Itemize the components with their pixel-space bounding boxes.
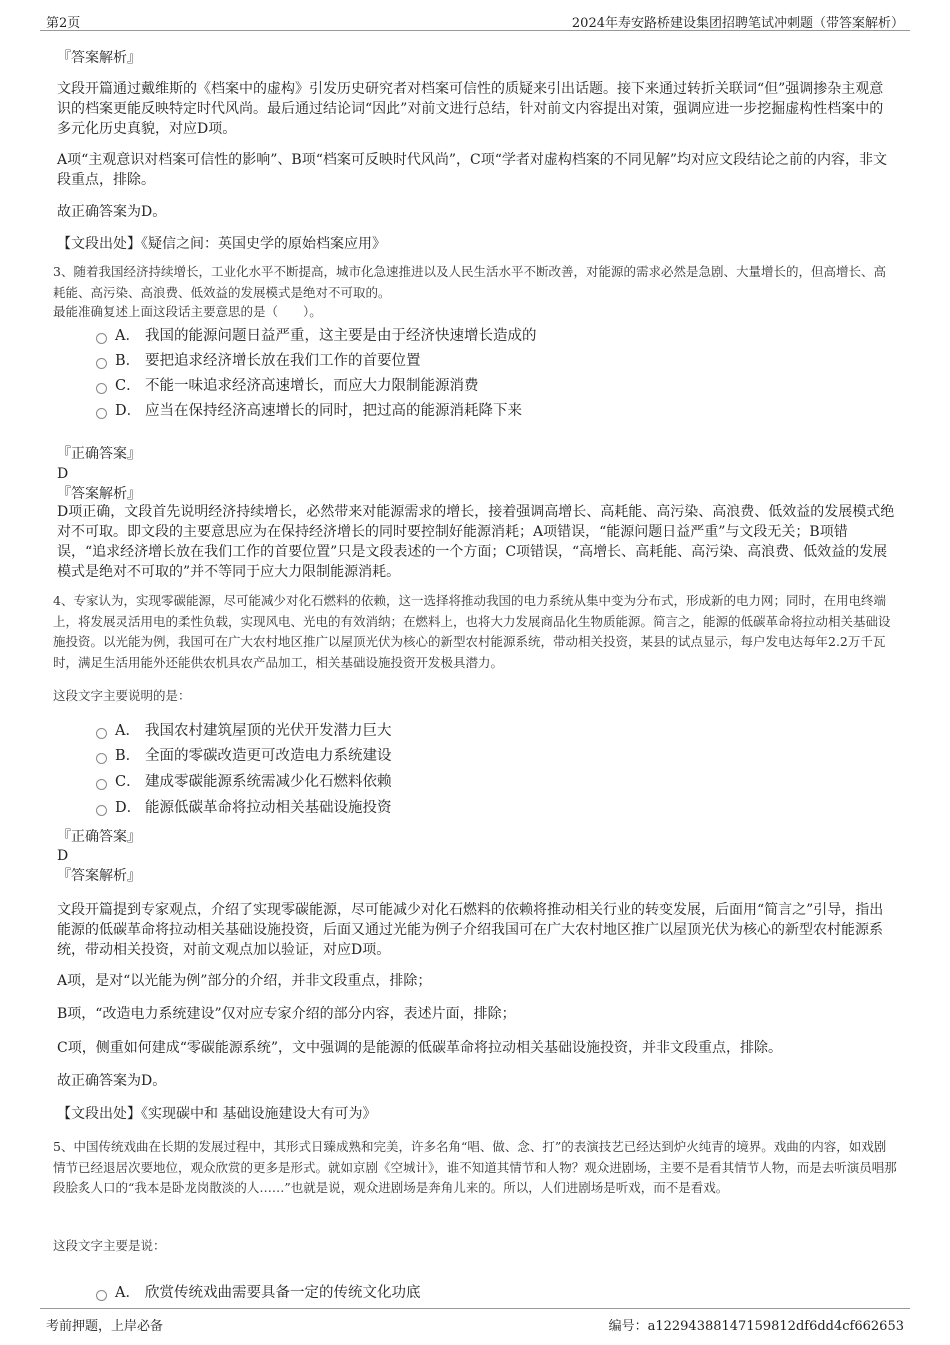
document-title: 2024年寿安路桥建设集团招聘笔试冲刺题（带答案解析） — [571, 16, 904, 31]
radio-icon[interactable] — [96, 333, 107, 344]
analysis-paragraph: A项，是对“以光能为例”部分的介绍，并非文段重点，排除； — [57, 973, 432, 989]
question-stem: 5、中国传统戏曲在长期的发展过程中，其形式日臻成熟和完美，许多名角“唱、做、念、打”的表演技艺已经达到炉火纯青的境界。戏曲的内容，如戏剧情节已经退居次要地位，观众欣赏的更多是形式。就如京剧《空城计》，谁不知道其情节和人物？观众进剧场，主要不是看其情节人物，而是去听演员唱那段脍炙人口的“我本是卧龙岗散淡的人……”也就是说，观众进剧场是奔角儿来的。所以，人们进剧场是听戏，而不是看戏。 — [53, 1139, 897, 1195]
analysis-paragraph: D项正确，文段首先说明经济持续增长，必然带来对能源需求的增长，接着强调高增长、高耗能、高污染、高浪费、低效益的发展模式绝对不可取。即文段的主要意思应为在保持经济增长的同时要控制好能源消耗；A项错误，“能源问题日益严重”与文段无关；B项错误，“追求经济增长放在我们工作的首要位置”只是文段表述的一个方面；C项错误，“高增长、高耗能、高污染、高浪费、低效益的发展模式是绝对不可取的”并不等同于应大力限制能源消耗。 — [57, 504, 895, 580]
analysis-heading: 『答案解析』 — [57, 868, 141, 884]
analysis-paragraph: B项，“改造电力系统建设”仅对应专家介绍的部分内容，表述片面，排除； — [57, 1006, 516, 1022]
page-footer — [40, 1308, 910, 1333]
source-line: 【文段出处】《实现碳中和 基础设施建设大有可为》 — [57, 1106, 377, 1122]
document-code: 编号：a12294388147159812df6dd4cf662653 — [608, 1319, 904, 1334]
correct-answer: D — [57, 466, 69, 482]
analysis-paragraph: 文段开篇通过戴维斯的《档案中的虚构》引发历史研究者对档案可信性的质疑来引出话题。接下来通过转折关联词“但”强调掺杂主观意识的档案更能反映特定时代风尚。最后通过结论词“因此”对前文进行总结，针对前文内容提出对策，强调应进一步挖掘虚构性档案中的多元化历史真貌，对应D项。 — [57, 81, 884, 137]
radio-icon[interactable] — [96, 358, 107, 369]
option-a[interactable]: A． 欣赏传统戏曲需要具备一定的传统文化功底 — [96, 1283, 421, 1303]
option-a[interactable]: A． 我国的能源问题日益严重，这主要是由于经济快速增长造成的 — [96, 326, 537, 346]
analysis-paragraph: C项，侧重如何建成“零碳能源系统”，文中强调的是能源的低碳革命将拉动相关基础设施投资，并非文段重点，排除。 — [57, 1040, 783, 1056]
analysis-paragraph: A项“主观意识对档案可信性的影响”、B项“档案可反映时代风尚”，C项“学者对虚构档案的不同见解”均对应文段结论之前的内容，非文段重点，排除。 — [57, 152, 888, 188]
analysis-paragraph: 文段开篇提到专家观点，介绍了实现零碳能源，尽可能减少对化石燃料的依赖将推动相关行业的转变发展，后面用“简言之”引导，指出能源的低碳革命将拉动相关基础设施投资，后面又通过光能为例子介绍我国可在广大农村地区推广以屋顶光伏为核心的新型农村能源系统，带动相关投资，对前文观点加以验证，对应D项。 — [57, 902, 884, 958]
radio-icon[interactable] — [96, 728, 107, 739]
question-stem: 3、随着我国经济持续增长，工业化水平不断提高，城市化急速推进以及人民生活水平不断改善，对能源的需求必然是急剧、大量增长的，但高增长、高耗能、高污染、高浪费、低效益的发展模式是绝对不可取的。 — [53, 264, 886, 300]
answer-line: 故正确答案为D。 — [57, 204, 167, 220]
option-c[interactable]: C． 不能一味追求经济高速增长，而应大力限制能源消费 — [96, 376, 479, 396]
question-stem: 4、专家认为，实现零碳能源，尽可能减少对化石燃料的依赖，这一选择将推动我国的电力系统从集中变为分布式，形成新的电力网；同时，在用电终端上，将发展灵活用电的柔性负载，实现风电、光电的有效消纳；在燃料上，也将大力发展商品化生物质能源。简言之，能源的低碳革命将拉动相关基础设施投资。以光能为例，我国可在广大农村地区推广以屋顶光伏为核心的新型农村能源系统，带动相关投资，某县的试点显示，每户发电达每年2.2万千瓦时，满足生活用能外还能供农机具农产品加工，相关基础设施投资开发极具潜力。 — [53, 593, 891, 670]
option-b[interactable]: B． 全面的零碳改造更可改造电力系统建设 — [96, 746, 392, 766]
radio-icon[interactable] — [96, 805, 107, 816]
option-c[interactable]: C． 建成零碳能源系统需减少化石燃料依赖 — [96, 772, 392, 792]
option-a[interactable]: A． 我国农村建筑屋顶的光伏开发潜力巨大 — [96, 721, 392, 741]
radio-icon[interactable] — [96, 779, 107, 790]
question-prompt: 这段文字主要说明的是： — [53, 688, 191, 703]
option-d[interactable]: D． 能源低碳革命将拉动相关基础设施投资 — [96, 798, 392, 818]
question-prompt: 最能准确复述上面这段话主要意思的是（ ）。 — [53, 304, 322, 319]
question-prompt: 这段文字主要是说： — [53, 1238, 166, 1253]
radio-icon[interactable] — [96, 1290, 107, 1301]
page-number: 第2页 — [46, 16, 81, 31]
correct-answer-heading: 『正确答案』 — [57, 446, 141, 462]
source-line: 【文段出处】《疑信之间：英国史学的原始档案应用》 — [57, 236, 386, 252]
option-d[interactable]: D． 应当在保持经济高速增长的同时，把过高的能源消耗降下来 — [96, 401, 522, 421]
analysis-heading: 『答案解析』 — [57, 50, 141, 66]
correct-answer: D — [57, 848, 69, 864]
radio-icon[interactable] — [96, 753, 107, 764]
correct-answer-heading: 『正确答案』 — [57, 829, 141, 845]
radio-icon[interactable] — [96, 408, 107, 419]
analysis-heading: 『答案解析』 — [57, 486, 141, 502]
radio-icon[interactable] — [96, 383, 107, 394]
answer-line: 故正确答案为D。 — [57, 1073, 167, 1089]
option-b[interactable]: B． 要把追求经济增长放在我们工作的首要位置 — [96, 351, 421, 371]
page-header — [40, 8, 910, 31]
footer-slogan: 考前押题，上岸必备 — [46, 1319, 164, 1334]
